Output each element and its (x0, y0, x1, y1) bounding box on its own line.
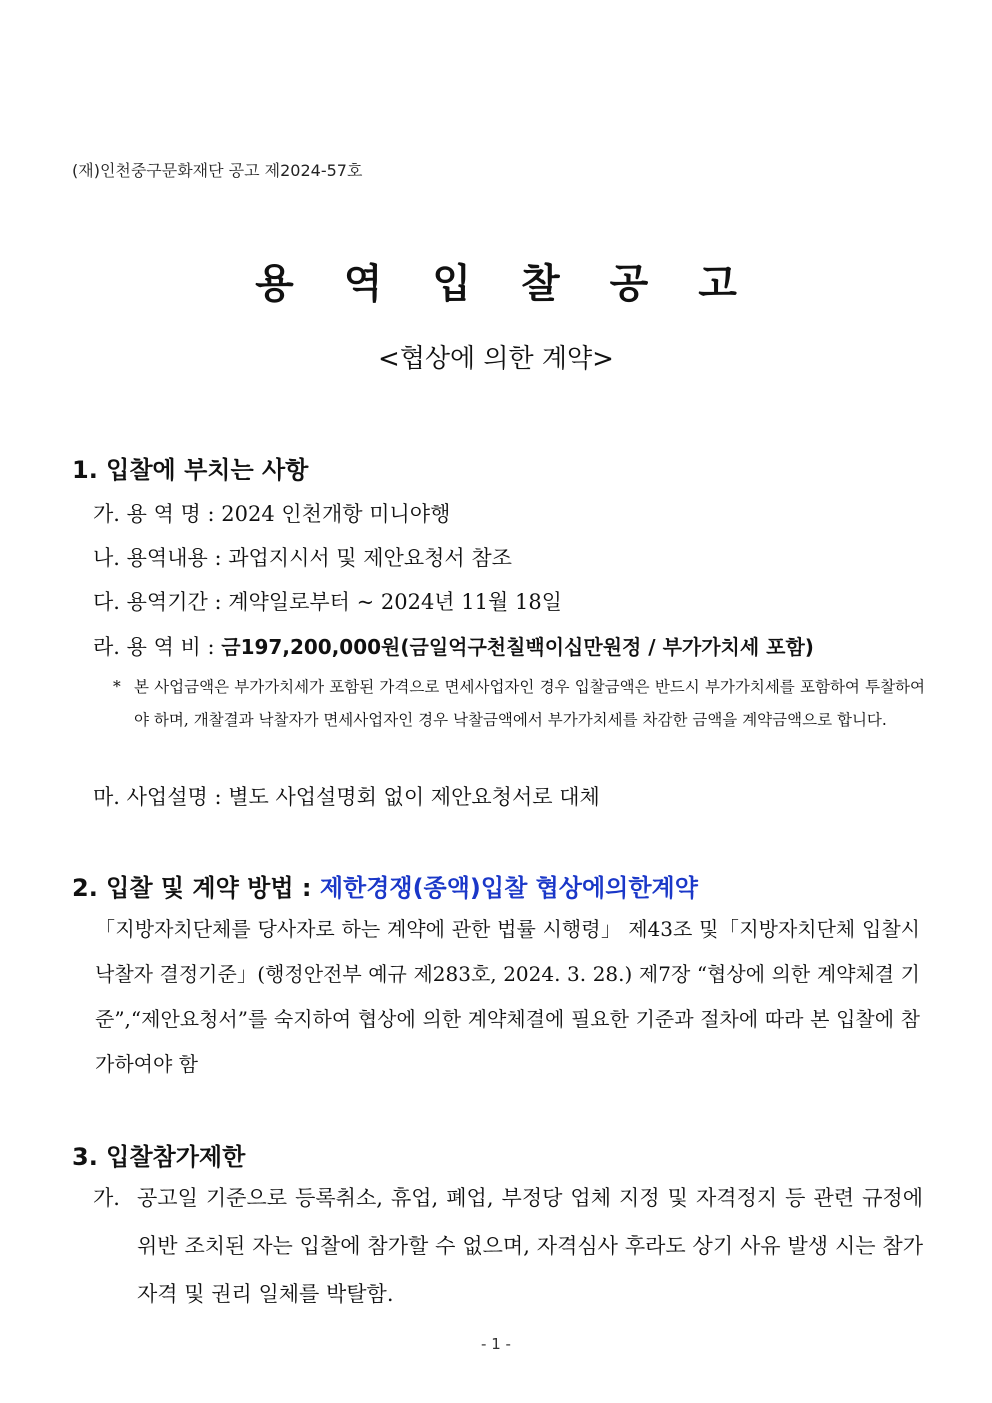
page-number: - 1 - (481, 1335, 511, 1353)
note-asterisk: * (113, 678, 121, 696)
item-service-content: 나. 용역내용 : 과업지시서 및 제안요청서 참조 (93, 546, 512, 570)
note-text: 본 사업금액은 부가가치세가 포함된 가격으로 면세사업자인 경우 입찰금액은 반드시 부가가치세를 포함하여 투찰하여야 하며, 개찰결과 낙찰자가 면세사업자인 경우 낙찰금액에서 부가가치세를 차감한 금액을 계약금액으로 합니다. (134, 678, 925, 729)
cost-note (113, 671, 925, 737)
section-1-heading: 1. 입찰에 부치는 사항 (72, 456, 309, 484)
section-3-item-a-text: 공고일 기준으로 등록취소, 휴업, 폐업, 부정당 업체 지정 및 자격정지 등 관련 규정에 위반 조치된 자는 입찰에 참가할 수 없으며, 자격심사 후라도 상기 사유 발생 시는 참가 자격 및 권리 일체를 박탈함. (137, 1186, 923, 1306)
section-2-heading-method: 제한경쟁(종액)입찰 협상에의한계약 (319, 874, 698, 902)
service-cost-value: 금197,200,000원(금일억구천칠백이십만원정 / 부가가치세 포함) (221, 635, 814, 659)
page-title (0, 252, 992, 309)
item-service-period: 다. 용역기간 : 계약일로부터 ~ 2024년 11월 18일 (93, 590, 562, 614)
section-2-heading-label: 2. 입찰 및 계약 방법 : (72, 874, 320, 902)
section-2-heading (72, 868, 698, 903)
item-briefing: 마. 사업설명 : 별도 사업설명회 없이 제안요청서로 대체 (93, 785, 600, 809)
page-subtitle: <협상에 의한 계약> (378, 344, 614, 374)
title-char: 찰 (521, 261, 560, 307)
section-3-heading: 3. 입찰참가제한 (72, 1143, 246, 1171)
item-service-cost (93, 631, 814, 661)
title-char: 용 (255, 261, 294, 307)
service-cost-label: 라. 용 역 비 : (93, 635, 222, 659)
section-3-item-a-label: 가. (93, 1186, 120, 1210)
item-service-name: 가. 용 역 명 : 2024 인천개항 미니야행 (93, 502, 451, 526)
title-char: 입 (432, 261, 471, 307)
section-3-item-a (93, 1174, 923, 1318)
title-char: 고 (698, 261, 737, 307)
section-2-paragraph: 「지방자치단체를 당사자로 하는 계약에 관한 법률 시행령」 제43조 및「지방자치단체 입찰시 낙찰자 결정기준」(행정안전부 예규 제283호, 2024. 3. 28.) 제7장 “협상에 의한 계약체결 기준”,“제안요청서”를 숙지하여 협상에 의한 계약체결에 필요한 기준과 절차에 따라 본 입찰에 참가하여야 함 (95, 917, 920, 1076)
title-char: 역 (343, 261, 383, 307)
notice-number: (재)인천중구문화재단 공고 제2024-57호 (72, 161, 363, 180)
title-char: 공 (609, 261, 649, 307)
